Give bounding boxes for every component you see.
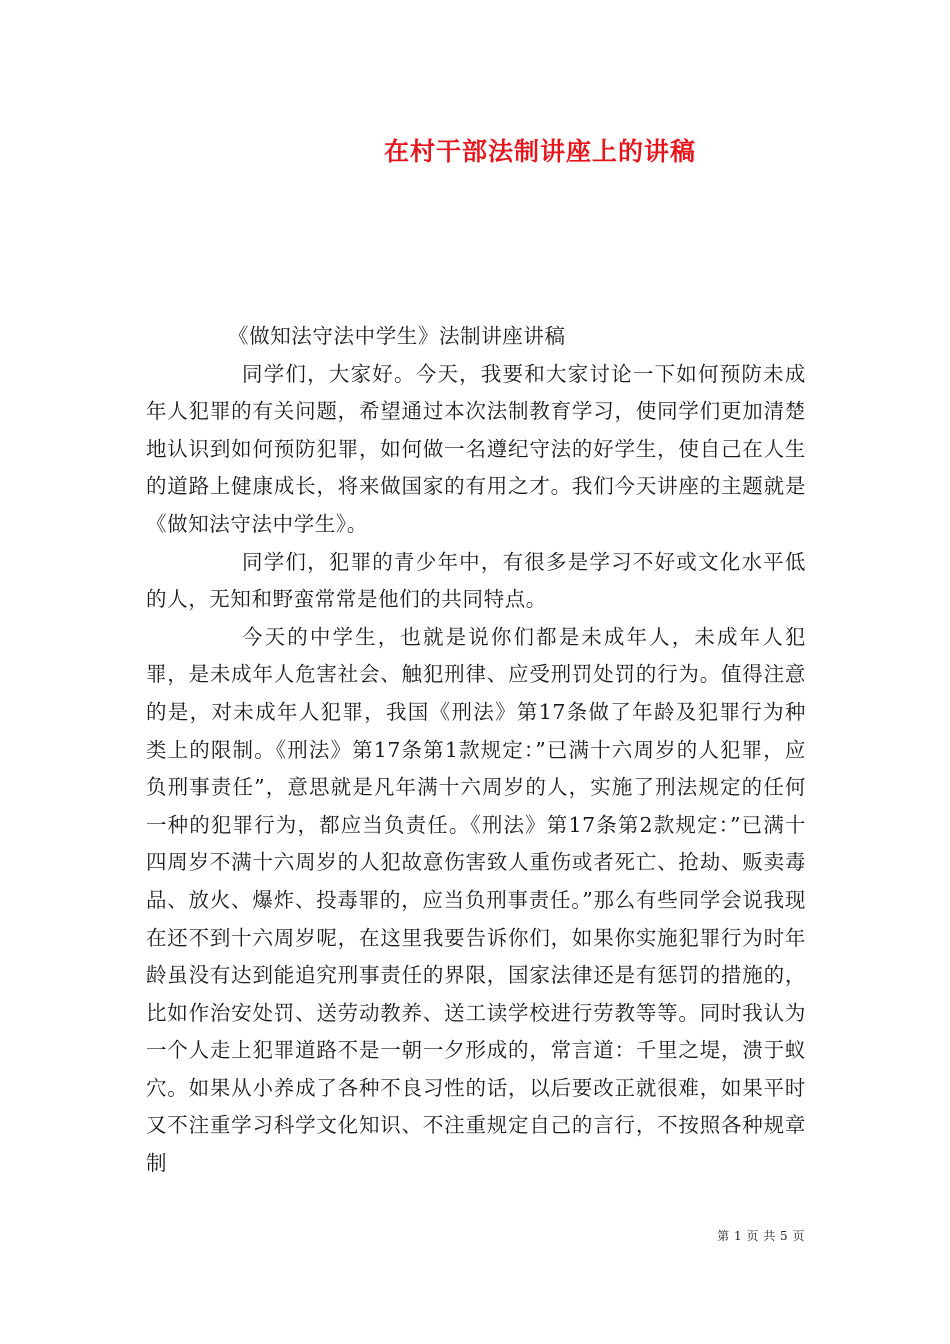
page-number-indicator: 第 1 页 共 5 页 <box>717 1229 805 1243</box>
document-title: 在村干部法制讲座上的讲稿 <box>383 137 696 166</box>
document-body <box>146 318 806 1183</box>
body-paragraph: 同学们，大家好。今天，我要和大家讨论一下如何预防未成年人犯罪的有关问题，希望通过本次法制教育学习，使同学们更加清楚地认识到如何预防犯罪，如何做一名遵纪守法的好学生，使自己在人生的道路上健康成长，将来做国家的有用之才。我们今天讲座的主题就是《做知法守法中学生》。 <box>146 361 806 536</box>
body-paragraph: 今天的中学生，也就是说你们都是未成年人，未成年人犯罪，是未成年人危害社会、触犯刑律、应受刑罚处罚的行为。值得注意的是，对未成年人犯罪，我国《刑法》第17条做了年龄及犯罪行为种类上的限制。《刑法》第17条第1款规定：”已满十六周岁的人犯罪，应负刑事责任”，意思就是凡年满十六周岁的人，实施了刑法规定的任何一种的犯罪行为，都应当负责任。《刑法》第17条第2款规定：”已满十四周岁不满十六周岁的人犯故意伤害致人重伤或者死亡、抢劫、贩卖毒品、放火、爆炸、投毒罪的，应当负刑事责任。”那么有些同学会说我现在还不到十六周岁呢，在这里我要告诉你们，如果你实施犯罪行为时年龄虽没有达到能追究刑事责任的界限，国家法律还是有惩罚的措施的，比如作治安处罚、送劳动教养、送工读学校进行劳教等等。同时我认为一个人走上犯罪道路不是一朝一夕形成的，常言道：千里之堤，溃于蚁穴。如果从小养成了各种不良习性的话，以后要改正就很难，如果平时又不注重学习科学文化知识、不注重规定自己的言行，不按照各种规章制 <box>146 624 806 1176</box>
body-paragraph: 同学们，犯罪的青少年中，有很多是学习不好或文化水平低的人，无知和野蛮常常是他们的共同特点。 <box>146 549 806 612</box>
document-subtitle: 《做知法守法中学生》法制讲座讲稿 <box>228 324 566 348</box>
